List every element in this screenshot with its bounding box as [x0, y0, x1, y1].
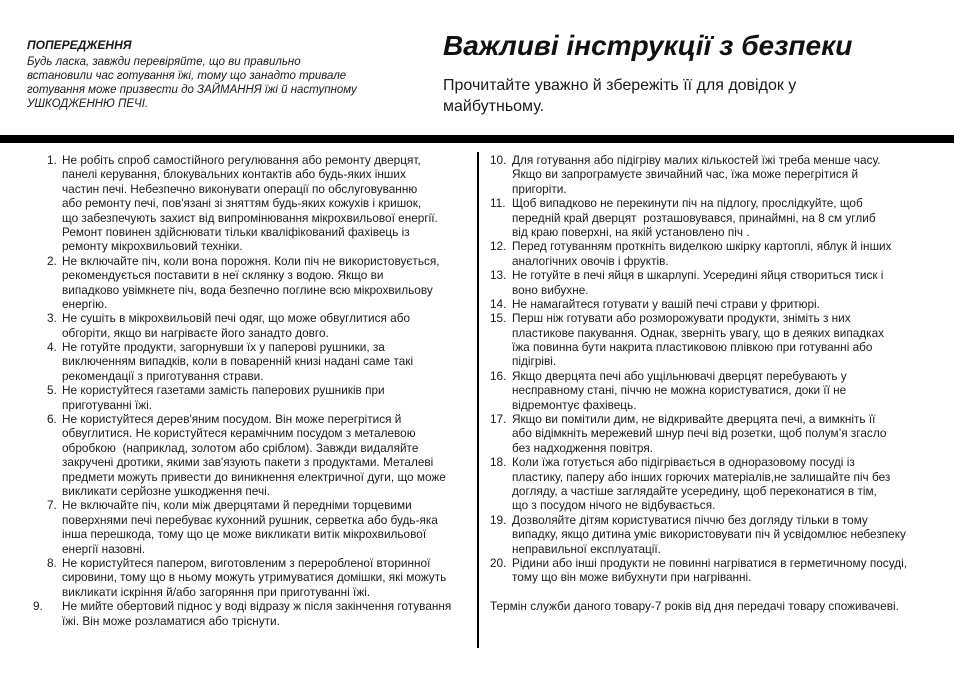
item-line: виключенням випадків, коли в поваренній книзі надані саме такі	[62, 354, 414, 369]
item-line	[490, 196, 945, 210]
item-text: Перш ніж готувати або розморожувати продукти, зніміть з них	[512, 311, 851, 326]
item-line: рекомендації з приготування страви.	[62, 368, 264, 383]
item-line: інша перешкода, тому що це може викликати витік мікрохвильової	[62, 527, 427, 542]
item-line: підігріві.	[512, 354, 557, 369]
item-line	[490, 153, 945, 167]
item-line	[490, 239, 945, 253]
item-line: частин печі. Небезпечно виконувати операції по обслуговуванню	[62, 181, 418, 196]
list-item	[490, 513, 945, 556]
item-line	[47, 383, 475, 397]
item-number: 11.	[490, 196, 506, 211]
item-line: приготуванні їжі.	[62, 397, 153, 412]
item-line: викликати іскріння й/або загоряння при приготуванні їжі.	[62, 584, 371, 599]
item-text: Не мийте обертовий піднос у воді відразу ж після закінчення готування	[62, 599, 452, 614]
item-text: Не включайте піч, коли між дверцятами й передніми торцевими	[62, 498, 412, 513]
item-line: Ремонт повинен здійснювати тільки кваліфікований фахівець із	[62, 224, 410, 239]
item-line	[47, 254, 475, 268]
item-text: Не готуйте в печі яйця в шкарлупі. Усередині яйця створиться тиск і	[512, 268, 884, 283]
instructions-left-column	[33, 153, 475, 628]
list-item	[47, 556, 475, 599]
item-text: Рідини або інші продукти не повинні нагріватися в герметичному посуді,	[512, 555, 907, 570]
item-line	[490, 311, 945, 325]
list-item	[47, 498, 475, 556]
item-number: 2.	[47, 253, 57, 268]
list-item	[47, 153, 475, 254]
item-text: Для готування або підігріву малих кількостей їжі треба менше часу.	[512, 153, 881, 167]
item-text: Не сушіть в мікрохвильовій печі одяг, що може обвуглитися або	[62, 311, 411, 326]
page-subtitle	[443, 75, 796, 117]
item-line: обгоріти, якщо ви нагріваєте його занадто довго.	[62, 325, 329, 340]
item-line: випадково увімкнете піч, вода безпечно поглине всю мікрохвильову	[62, 282, 433, 297]
item-number: 9.	[33, 599, 43, 614]
list-item	[33, 599, 475, 628]
item-line	[47, 311, 475, 325]
item-text: Не користуйтеся дерев'яним посудом. Він може перегрітися й	[62, 412, 402, 427]
warning-line: Будь ласка, завжди перевіряйте, що ви правильно	[27, 56, 301, 68]
item-line: випадку, якщо дитина уміє використовувати піч й усвідомлює небезпеку	[512, 527, 906, 542]
list-item	[490, 153, 945, 196]
item-number: 3.	[47, 311, 57, 326]
item-line	[47, 340, 475, 354]
item-line: без надходження повітря.	[512, 440, 654, 455]
warning-block	[27, 38, 407, 111]
list-item	[490, 239, 945, 268]
item-text: Перед готуванням проткніть виделкою шкірку картоплі, яблук й інших	[512, 239, 892, 254]
item-line: що забезпечують захист від випромінювання мікрохвильової енергії.	[62, 210, 438, 225]
item-line	[490, 556, 945, 570]
service-life-note: Термін служби даного товару-7 років від дня передачі товару споживачеві.	[490, 599, 899, 614]
item-line: неправильної експлуатації.	[512, 541, 661, 556]
item-line: поверхнями печі перебуває кухонний рушник, серветка або будь-яка	[62, 512, 438, 527]
item-line: від краю поверхні, на якій установлено піч .	[512, 224, 750, 239]
item-text: Не намагайтеся готувати у вашій печі страви у фритюрі.	[512, 296, 820, 311]
list-item	[490, 412, 945, 455]
page-title: Важливі інструкції з безпеки	[443, 30, 853, 61]
list-item	[490, 268, 945, 297]
warning-title: ПОПЕРЕДЖЕННЯ	[27, 38, 132, 52]
item-line: сировини, тому що в ньому можуть утримуватися домішки, які можуть	[62, 570, 447, 585]
item-line: їжі. Він може розламатися або тріснути.	[62, 613, 280, 628]
item-line	[47, 153, 475, 167]
subtitle-line: майбутньому.	[443, 98, 545, 115]
warning-line: УШКОДЖЕННЮ ПЕЧІ.	[27, 98, 149, 110]
item-number: 16.	[490, 368, 507, 383]
item-line: або ремонту печі, пов'язані зі зняттям будь-яких кожухів і кришок,	[62, 196, 422, 211]
item-line: енергію.	[62, 296, 108, 311]
item-line: закручені дротики, якими зав'язують пакети з продуктами. Металеві	[62, 455, 434, 470]
item-line: або відімкніть мережевий шнур печі від розетки, щоб полум’я згасло	[512, 426, 887, 441]
item-text: Не робіть спроб самостійного регулювання або ремонту дверцят,	[62, 153, 421, 167]
list-item	[47, 340, 475, 383]
warning-text	[27, 55, 407, 111]
list-item	[47, 311, 475, 340]
item-line	[490, 268, 945, 282]
item-number: 6.	[47, 412, 57, 427]
item-number: 14.	[490, 296, 507, 311]
item-text: Не користуйтеся папером, виготовленим з переробленої вторинної	[62, 555, 431, 570]
list-item	[47, 383, 475, 412]
list-item	[490, 369, 945, 412]
list-item	[490, 556, 945, 585]
list-item	[490, 196, 945, 239]
item-line: аналогічних овочів і фруктів.	[512, 253, 669, 268]
item-line: передній край дверцят розташовувався, принаймні, на 8 см углиб	[512, 210, 876, 225]
item-number: 1.	[47, 153, 57, 167]
list-item	[47, 412, 475, 498]
warning-line: готування може призвести до ЗАЙМАННЯ їжі й наступному	[27, 84, 357, 96]
item-line: предмети можуть привести до виникнення електричної дуги, що може	[62, 469, 446, 484]
list-item	[47, 254, 475, 312]
item-text: Дозволяйте дітям користуватися піччю без догляду тільки в тому	[512, 512, 868, 527]
item-number: 4.	[47, 340, 57, 355]
item-text: Щоб випадково не перекинути піч на підлогу, прослідкуйте, щоб	[512, 196, 863, 211]
item-line	[33, 599, 475, 613]
item-line: викликати серйозне ушкодження печі.	[62, 483, 271, 498]
item-line: воно вибухне.	[512, 282, 589, 297]
item-line: панелі керування, блокувальних контактів або будь-яких інших	[62, 167, 406, 182]
item-line: пластикове пакування. Однак, зверніть увагу, що в деяких випадках	[512, 325, 885, 340]
item-text: Не готуйте продукти, загорнувши їх у паперові рушники, за	[62, 340, 385, 355]
item-line: догляду, а частіше заглядайте усередину, щоб переконатися в тім,	[512, 483, 877, 498]
item-line: обвуглитися. Не користуйтеся керамічним посудом з металевою	[62, 426, 416, 441]
item-line: рекомендується поставити в неї склянку з водою. Якщо ви	[62, 268, 384, 283]
item-number: 13.	[490, 268, 507, 283]
item-line: пригоріти.	[512, 181, 567, 196]
item-number: 10.	[490, 153, 507, 167]
item-line	[490, 455, 945, 469]
list-item	[490, 311, 945, 369]
item-text: Коли їжа готується або підігрівається в одноразовому посуді із	[512, 455, 855, 470]
item-line: що з посудом нічого не відбувається.	[512, 498, 716, 513]
warning-line: встановили час готування їжі, тому що занадто тривале	[27, 70, 347, 82]
column-divider	[477, 152, 479, 648]
item-line: ремонту мікрохвильовий техніки.	[62, 239, 243, 254]
item-line: енергії назовні.	[62, 541, 146, 556]
item-line: несправному стані, піччю не можна користуватися, доки її не	[512, 383, 847, 398]
instructions-right-column	[490, 153, 945, 614]
item-line: їжа повинна бути накрита пластиковою плівкою при готуванні або	[512, 340, 873, 355]
item-line: тому що він може вибухнути при нагріванні.	[512, 570, 752, 585]
item-line: Якщо ви запрограмуєте звичайний час, їжа може перегрітися й	[512, 167, 859, 182]
item-line	[490, 513, 945, 527]
item-number: 15.	[490, 311, 507, 326]
header-rule	[0, 135, 954, 143]
item-number: 18.	[490, 455, 507, 470]
item-line: відремонтує фахівець.	[512, 397, 637, 412]
item-line	[47, 412, 475, 426]
item-line	[490, 369, 945, 383]
item-line	[490, 412, 945, 426]
item-text: Якщо дверцята печі або ущільнювачі дверцят перебувають у	[512, 368, 847, 383]
item-line: обробкою (наприклад, золотом або сріблом). Завжди видаляйте	[62, 440, 419, 455]
item-number: 7.	[47, 498, 57, 513]
item-line: пластику, паперу або інших горючих матеріалів,не залишайте піч без	[512, 469, 891, 484]
item-number: 20.	[490, 555, 507, 570]
list-item	[490, 297, 945, 311]
item-text: Не включайте піч, коли вона порожня. Коли піч не використовується,	[62, 253, 440, 268]
list-item	[490, 455, 945, 513]
item-line	[490, 297, 945, 311]
item-line	[47, 498, 475, 512]
item-number: 12.	[490, 239, 507, 254]
item-line	[47, 556, 475, 570]
item-number: 8.	[47, 555, 57, 570]
subtitle-line: Прочитайте уважно й збережіть її для довідок у	[443, 77, 797, 94]
item-text: Якщо ви помітили дим, не відкривайте дверцята печі, а вимкніть її	[512, 412, 876, 427]
item-number: 19.	[490, 512, 507, 527]
item-number: 17.	[490, 412, 507, 427]
item-text: Не користуйтеся газетами замість паперових рушників при	[62, 383, 385, 398]
item-number: 5.	[47, 383, 57, 398]
